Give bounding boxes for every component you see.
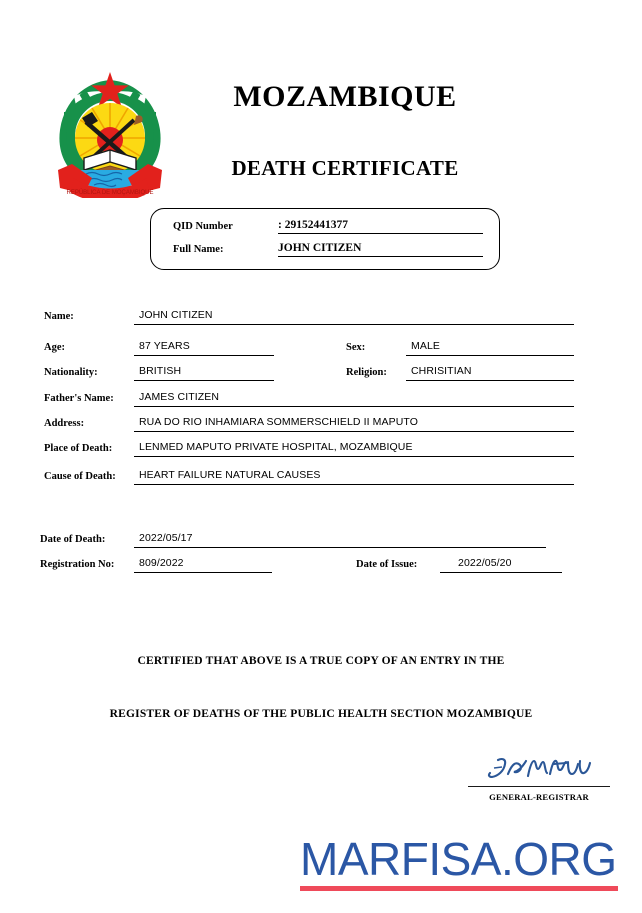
field-line-name xyxy=(134,308,574,325)
field-row-date-of-issue xyxy=(356,556,562,576)
field-value-fathers-name: JAMES CITIZEN xyxy=(139,391,220,403)
registrar-caption: GENERAL-REGISTRAR xyxy=(489,792,589,802)
certification-line-2: REGISTER OF DEATHS OF THE PUBLIC HEALTH SECTION MOZAMBIQUE xyxy=(109,708,533,720)
field-row-date-of-death xyxy=(40,531,560,551)
field-row-fathers-name xyxy=(44,390,574,410)
field-value-religion: CHRISITIAN xyxy=(411,365,472,377)
field-line-religion xyxy=(406,364,574,381)
field-value-date-of-death: 2022/05/17 xyxy=(139,532,193,544)
page-title-country: MOZAMBIQUE xyxy=(233,80,457,113)
field-value-date-of-issue: 2022/05/20 xyxy=(458,557,512,569)
field-line-age xyxy=(134,339,274,356)
field-row-nationality xyxy=(44,364,294,384)
field-label-religion: Religion: xyxy=(346,367,387,378)
field-line-nationality xyxy=(134,364,274,381)
certificate-header xyxy=(0,58,642,208)
field-line-date-of-death xyxy=(134,531,546,548)
emblem-banner-text: REPÚBLICA DE MOÇAMBIQUE xyxy=(66,190,154,196)
field-label-date-of-death: Date of Death: xyxy=(40,534,106,545)
field-value-name: JOHN CITIZEN xyxy=(139,309,213,321)
field-value-sex: MALE xyxy=(411,340,440,352)
field-line-address xyxy=(134,415,574,432)
field-value-address: RUA DO RIO INHAMIARA SOMMERSCHIELD II MAPUTO xyxy=(139,416,418,428)
qid-summary-box xyxy=(150,208,500,270)
field-value-cause-of-death: HEART FAILURE NATURAL CAUSES xyxy=(139,469,321,481)
field-line-sex xyxy=(406,339,574,356)
field-value-age: 87 YEARS xyxy=(139,340,190,352)
field-label-cause-of-death: Cause of Death: xyxy=(44,471,116,482)
field-label-name: Name: xyxy=(44,311,74,322)
field-line-date-of-issue xyxy=(440,556,562,573)
field-label-fathers-name: Father's Name: xyxy=(44,393,114,404)
field-label-place-of-death: Place of Death: xyxy=(44,443,113,454)
qid-full-name-value: JOHN CITIZEN xyxy=(278,242,483,257)
signature-block xyxy=(468,752,610,802)
field-row-name xyxy=(44,308,574,328)
signature-rule xyxy=(468,786,610,787)
field-line-registration-no xyxy=(134,556,272,573)
field-label-age: Age: xyxy=(44,342,65,353)
field-label-registration-no: Registration No: xyxy=(40,559,115,570)
qid-full-name-label: Full Name: xyxy=(173,244,224,255)
certification-line-1: CERTIFIED THAT ABOVE IS A TRUE COPY OF AN ENTRY IN THE xyxy=(137,655,505,667)
qid-number-label: QID Number xyxy=(173,221,233,232)
field-label-address: Address: xyxy=(44,418,85,429)
field-row-place-of-death xyxy=(44,440,574,460)
watermark-text: MARFISA.ORG xyxy=(300,833,617,885)
field-value-place-of-death: LENMED MAPUTO PRIVATE HOSPITAL, MOZAMBIQUE xyxy=(139,441,413,453)
watermark-underline xyxy=(300,886,618,891)
field-row-registration-no xyxy=(40,556,280,576)
field-row-age xyxy=(44,339,294,359)
field-label-sex: Sex: xyxy=(346,342,366,353)
field-label-nationality: Nationality: xyxy=(44,367,98,378)
field-value-nationality: BRITISH xyxy=(139,365,182,377)
qid-number-value: : 29152441377 xyxy=(278,219,483,234)
page-title-document: DEATH CERTIFICATE xyxy=(231,156,459,180)
field-label-date-of-issue: Date of Issue: xyxy=(356,559,418,570)
registrar-signature-icon xyxy=(468,752,610,786)
field-line-cause-of-death xyxy=(134,468,574,485)
field-row-religion xyxy=(346,364,574,384)
field-row-address xyxy=(44,415,574,435)
field-line-place-of-death xyxy=(134,440,574,457)
site-watermark xyxy=(300,833,630,891)
mozambique-coat-of-arms-emblem xyxy=(44,66,176,198)
title-block xyxy=(180,58,510,181)
field-row-cause-of-death xyxy=(44,468,574,488)
field-row-sex xyxy=(346,339,574,359)
field-line-fathers-name xyxy=(134,390,574,407)
field-value-registration-no: 809/2022 xyxy=(139,557,184,569)
